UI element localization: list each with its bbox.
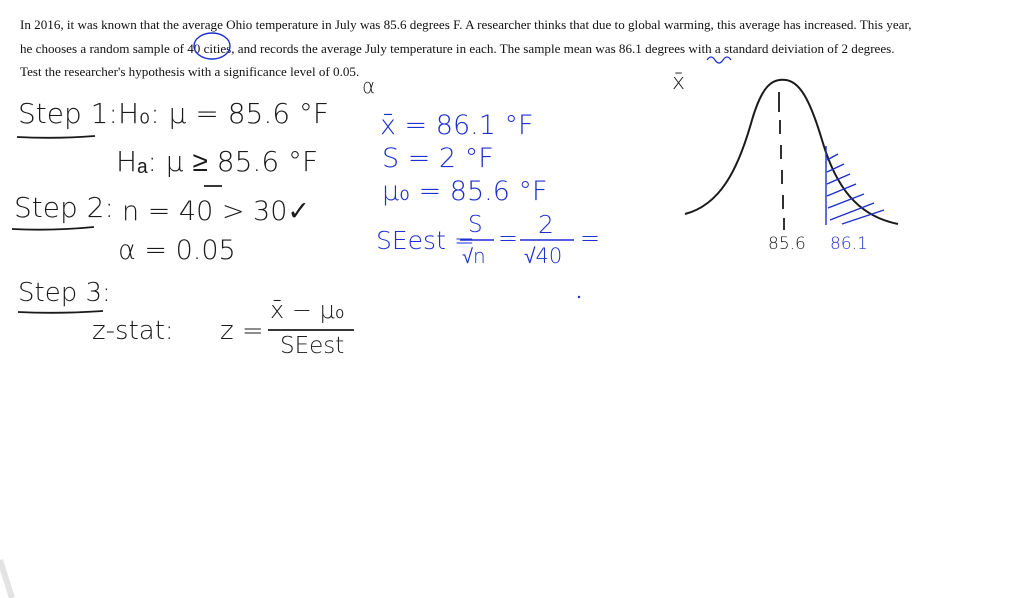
z-denominator: SEest [280,333,345,359]
shaded-tail [826,146,884,225]
mu0-value: μ₀ = 85.6 °F [382,176,548,207]
problem-line-3: Test the researcher's hypothesis with a significance level of 0.05. [20,64,360,79]
center-label: 85.6 [768,234,806,254]
se-frac1-denominator: √n [462,244,486,268]
step1-underline [17,136,95,138]
alt-hypothesis: Hₐ: μ ≥ 85.6 °F [116,145,319,178]
step2-label: Step 2: [14,191,114,224]
se-equals-2: = [580,224,601,252]
z-lhs: z = [220,316,264,346]
xbar-annotation: x̄ [672,70,686,95]
se-equals-1: = [498,224,519,252]
squiggle-86-mark [707,57,731,63]
se-frac1-numerator: S [468,212,483,238]
alpha-value: α = 0.05 [118,235,236,266]
se-frac2-numerator: 2 [538,210,554,239]
se-frac2-denominator: √40 [524,244,563,268]
step2-underline [12,227,94,230]
step1-label: Step 1: [18,97,118,130]
circle-40-mark [194,33,230,59]
step3-underline [18,311,103,313]
se-lhs: SEest = [376,226,475,255]
stray-dot [578,296,580,298]
normal-curve [685,80,898,224]
problem-line-1: In 2016, it was known that the average Ohio temperature in July was 85.6 degrees F. A researcher thinks that due to global warming, this average has increased. This year, [20,17,912,32]
s-value: S = 2 °F [382,143,494,174]
page-corner-mark [0,560,12,598]
step3-label: Step 3: [18,278,111,308]
null-hypothesis: H₀: μ = 85.6 °F [118,97,330,130]
sample-size-check: n = 40 > 30✓ [122,196,311,227]
z-numerator: x̄ − μ₀ [270,296,345,324]
center-dashed-line [779,92,784,230]
problem-line-2: he chooses a random sample of 40 cities, and records the average July temperature in each. The sample mean was 86.1 degrees with a standard deiviation of 2 degrees. [20,40,895,56]
sample-mean-label: 86.1 [830,234,868,254]
alpha-annotation: α [362,74,376,98]
zstat-label: z-stat: [92,316,174,346]
xbar-value: x̄ = 86.1 °F [380,110,534,141]
